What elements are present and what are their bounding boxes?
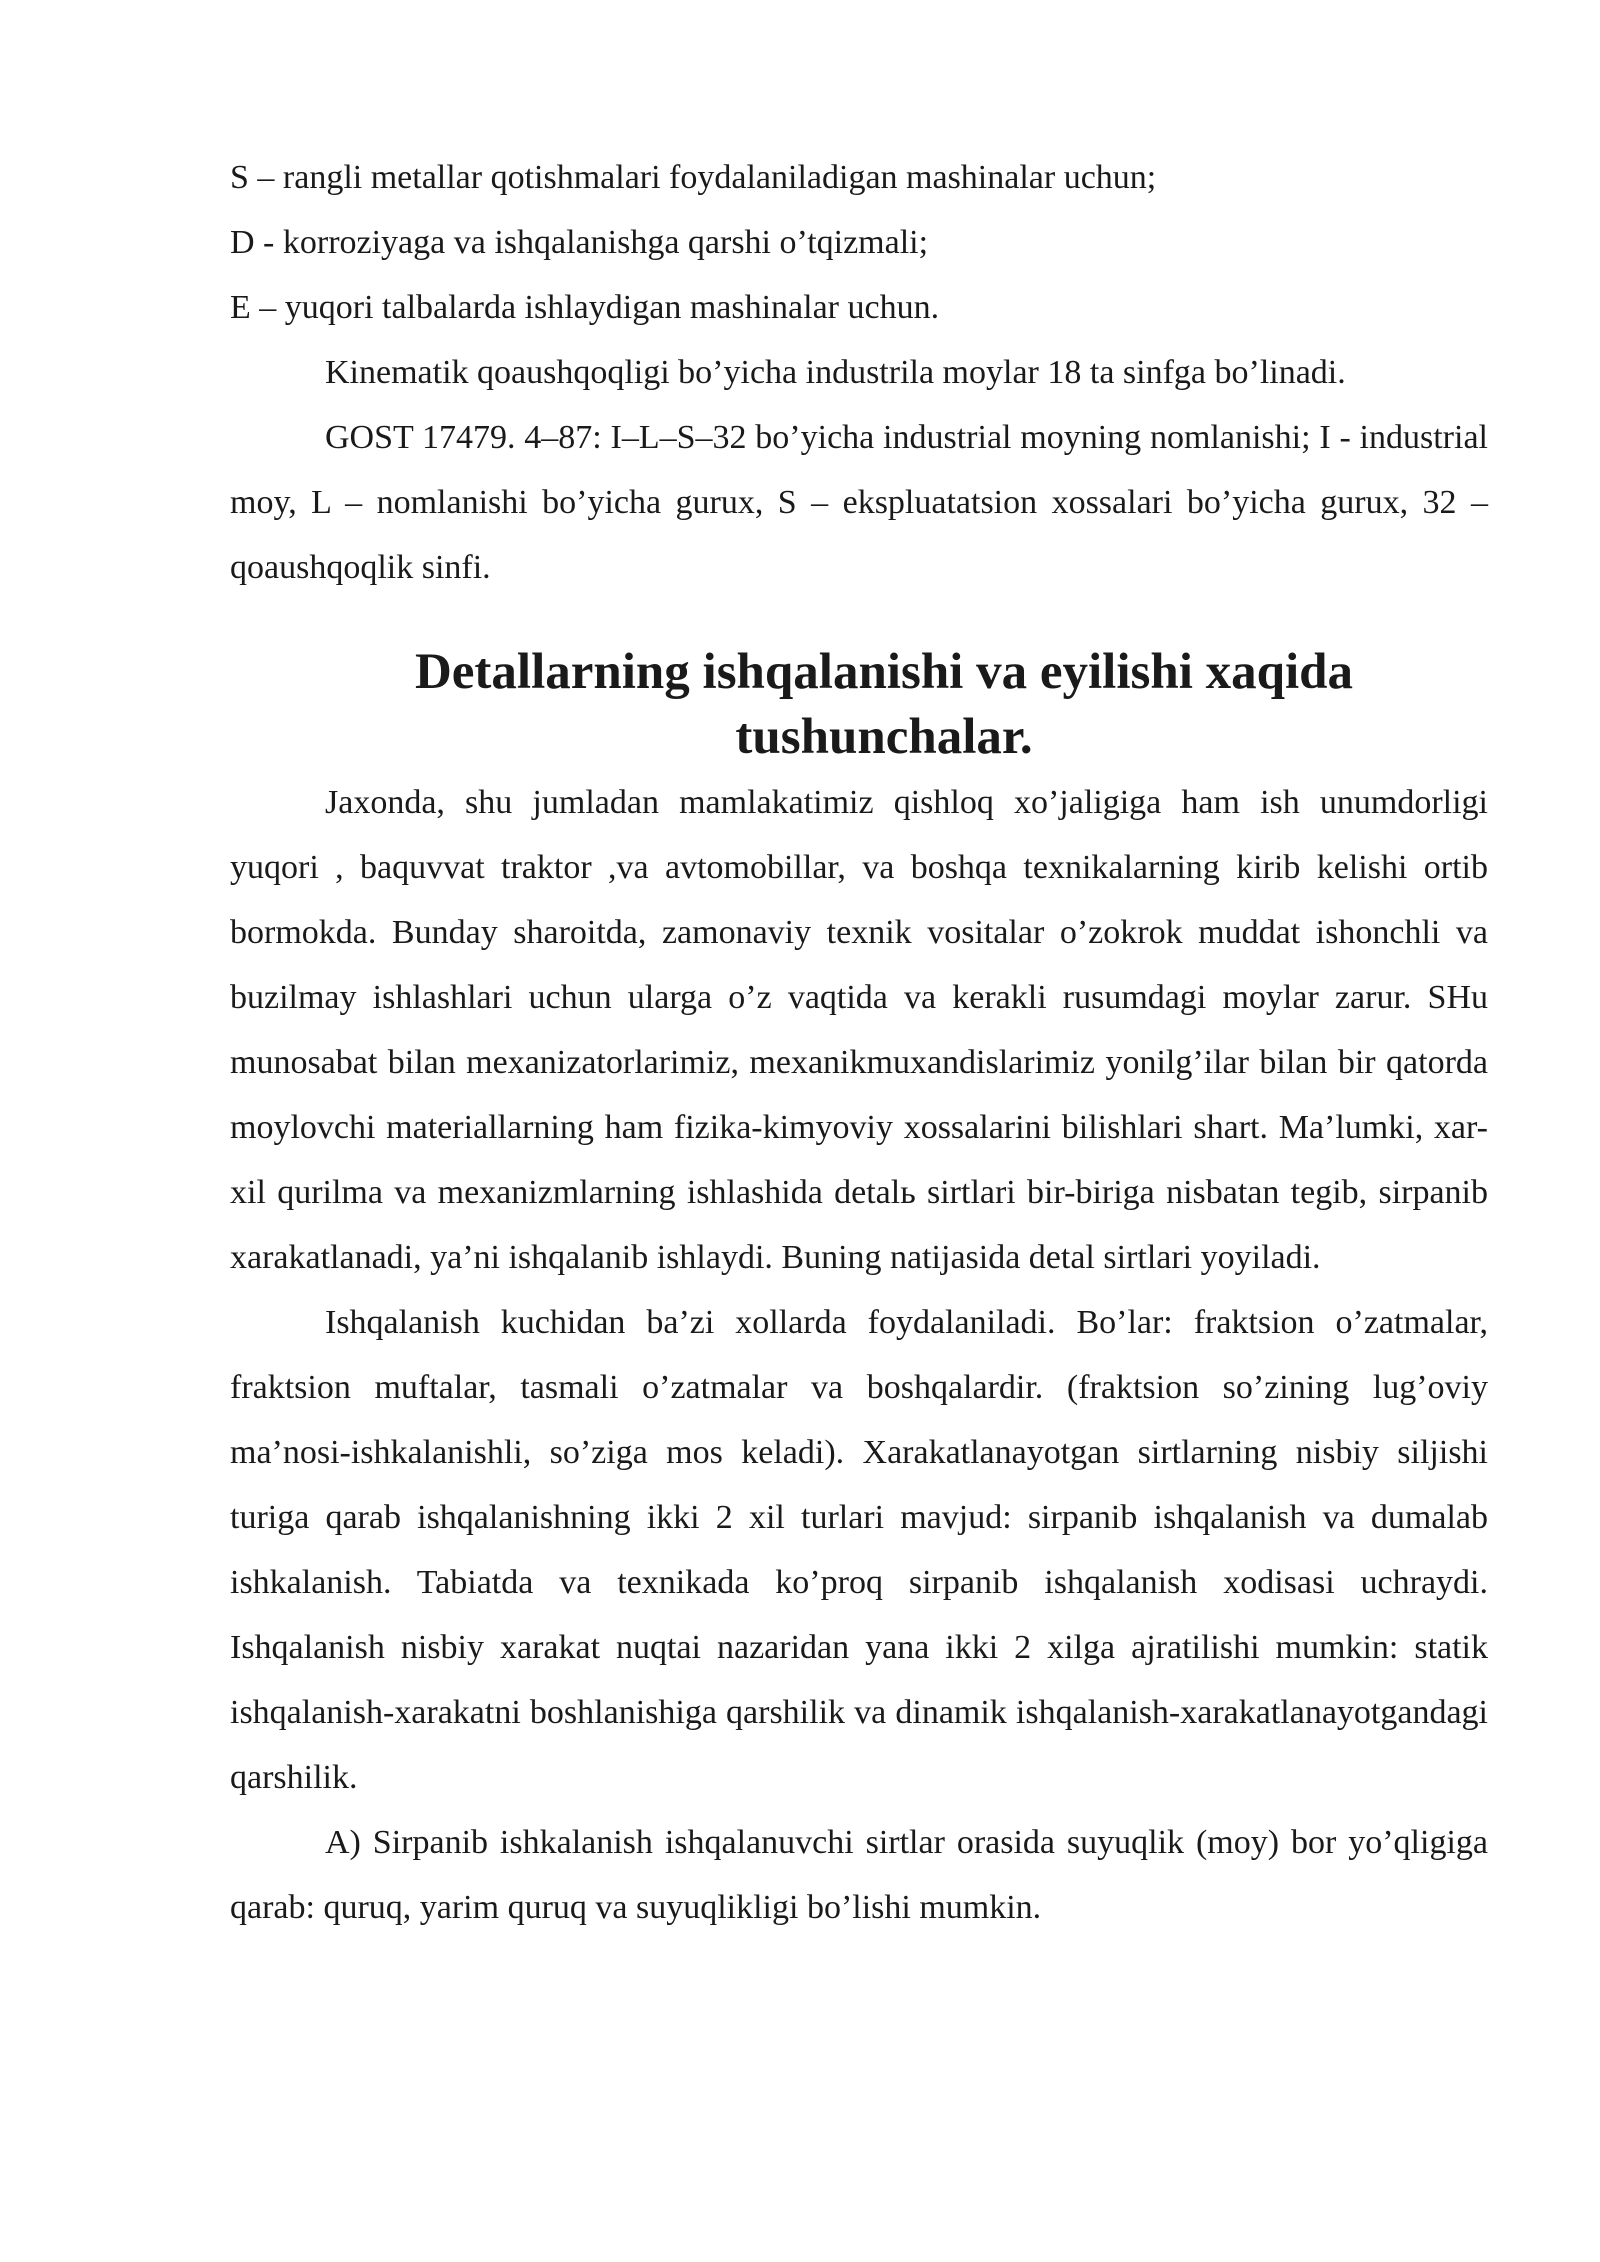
paragraph-jaxonda: Jaxonda, shu jumladan mamlakatimiz qishloq xo’jaligiga ham ish unumdorligi yuqori , baquvvat traktor ,va avtomobillar, va boshqa texnikalarning kirib kelishi ortib bormokda. Bunday sharoitda, zamonaviy texnik vositalar o’zokrok muddat ishonchli va buzilmay ishlashlari uchun ularga o’z vaqtida va kerakli rusumdagi moylar zarur. SHu munosabat bilan mexanizatorlarimiz, mexanikmuxandislarimiz yonilg’ilar bilan bir qatorda moylovchi materiallarning ham fizika-kimyoviy xossalarini bilishlari shart. Ma’lumki, xar-xil qurilma va mexanizmlarning ishlashida detalь sirtlari bir-biriga nisbatan tegib, sirpanib xarakatlanadi, ya’ni ishqalanib ishlaydi. Buning natijasida detal sirtlari yoyiladi. — [230, 784, 1488, 1276]
list-item-e: E – yuqori talbalarda ishlaydigan mashinalar uchun. — [230, 289, 940, 326]
paragraph-sirpanib: A) Sirpanib ishkalanish ishqalanuvchi sirtlar orasida suyuqlik (moy) bor yo’qligiga qarab: quruq, yarim quruq va suyuqlikligi bo’lishi mumkin. — [230, 1824, 1488, 1926]
paragraph-ishqalanish: Ishqalanish kuchidan ba’zi xollarda foydalaniladi. Bo’lar: fraktsion o’zatmalar, fraktsion muftalar, tasmali o’zatmalar va boshqalardir. (fraktsion so’zining lug’oviy ma’nosi-ishkalanishli, so’ziga mos keladi). Xarakatlanayotgan sirtlarning nisbiy siljishi turiga qarab ishqalanishning ikki 2 xil turlari mavjud: sirpanib ishqalanish va dumalab ishkalanish. Tabiatda va texnikada ko’proq sirpanib ishqalanish xodisasi uchraydi. Ishqalanish nisbiy xarakat nuqtai nazaridan yana ikki 2 xilga ajratilishi mumkin: statik ishqalanish-xarakatni boshlanishiga qarshilik va dinamik ishqalanish-xarakatlanayotgandagi qarshilik. — [230, 1304, 1488, 1796]
section-heading: Detallarning ishqalanishi va eyilishi xaqida tushunchalar. — [414, 644, 1354, 765]
document-page — [230, 145, 1488, 1940]
paragraph-kinematik: Kinematik qoaushqoqligi bo’yicha industrila moylar 18 ta sinfga bo’linadi. — [325, 354, 1346, 391]
paragraph-gost: GOST 17479. 4–87: I–L–S–32 bo’yicha industrial moyning nomlanishi; I - industrial moy, L – nomlanishi bo’yicha gurux, S – ekspluatatsion xossalari bo’yicha gurux, 32 – qoaushqoqlik sinfi. — [230, 419, 1488, 586]
list-item-d: D - korroziyaga va ishqalanishga qarshi o’tqizmali; — [230, 224, 929, 261]
list-item-s: S – rangli metallar qotishmalari foydalaniladigan mashinalar uchun; — [230, 159, 1157, 196]
